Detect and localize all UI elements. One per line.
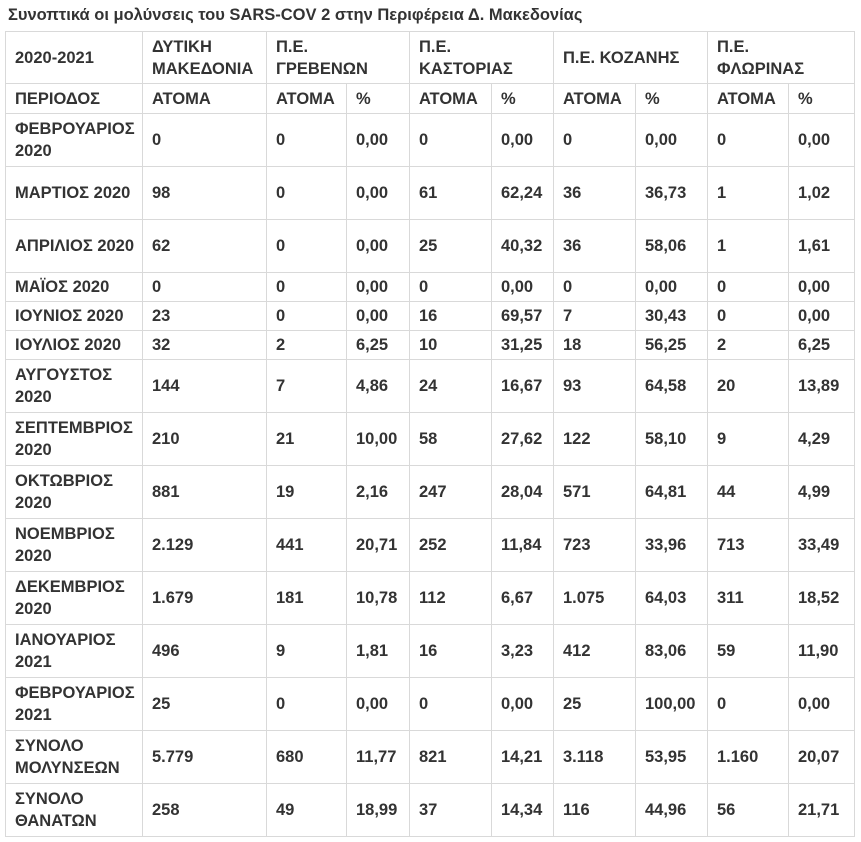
cell-west-macedonia: 496 <box>143 625 267 678</box>
header-people: ΑΤΟΜΑ <box>267 84 347 114</box>
cell-kastoria-people: 16 <box>410 302 492 331</box>
header-period-range: 2020-2021 <box>6 32 143 84</box>
cell-west-macedonia: 0 <box>143 273 267 302</box>
cell-west-macedonia: 32 <box>143 331 267 360</box>
cell-florina-people: 713 <box>708 519 789 572</box>
cell-grevena-percent: 10,00 <box>347 413 410 466</box>
cell-west-macedonia: 98 <box>143 167 267 220</box>
cell-grevena-percent: 0,00 <box>347 167 410 220</box>
cell-kastoria-people: 252 <box>410 519 492 572</box>
header-people: ΑΤΟΜΑ <box>143 84 267 114</box>
table-row <box>6 572 855 625</box>
cell-florina-people: 0 <box>708 678 789 731</box>
cell-florina-percent: 33,49 <box>789 519 855 572</box>
table-row <box>6 114 855 167</box>
cell-grevena-people: 9 <box>267 625 347 678</box>
header-percent: % <box>789 84 855 114</box>
cell-kozani-percent: 0,00 <box>636 114 708 167</box>
cell-kastoria-percent: 62,24 <box>492 167 554 220</box>
cell-west-macedonia: 25 <box>143 678 267 731</box>
row-period: ΜΑΪΟΣ 2020 <box>6 273 143 302</box>
cell-florina-percent: 13,89 <box>789 360 855 413</box>
table-row <box>6 678 855 731</box>
header-grevena: Π.Ε. ΓΡΕΒΕΝΩΝ <box>267 32 410 84</box>
cell-kozani-percent: 100,00 <box>636 678 708 731</box>
cell-kozani-percent: 83,06 <box>636 625 708 678</box>
cell-florina-percent: 4,29 <box>789 413 855 466</box>
cell-kastoria-people: 25 <box>410 220 492 273</box>
row-period: ΙΟΥΝΙΟΣ 2020 <box>6 302 143 331</box>
cell-grevena-people: 21 <box>267 413 347 466</box>
cell-kastoria-people: 24 <box>410 360 492 413</box>
cell-kastoria-percent: 14,34 <box>492 784 554 837</box>
cell-grevena-percent: 18,99 <box>347 784 410 837</box>
table-row <box>6 625 855 678</box>
cell-florina-people: 1 <box>708 167 789 220</box>
cell-kastoria-people: 0 <box>410 114 492 167</box>
header-row-regions <box>6 32 855 84</box>
cell-kastoria-percent: 0,00 <box>492 678 554 731</box>
cell-grevena-people: 0 <box>267 273 347 302</box>
cell-florina-people: 311 <box>708 572 789 625</box>
row-period: ΜΑΡΤΙΟΣ 2020 <box>6 167 143 220</box>
cell-kozani-people: 93 <box>554 360 636 413</box>
cell-kozani-percent: 56,25 <box>636 331 708 360</box>
cell-kastoria-percent: 27,62 <box>492 413 554 466</box>
cell-kozani-people: 0 <box>554 273 636 302</box>
cell-kastoria-people: 112 <box>410 572 492 625</box>
cell-florina-people: 2 <box>708 331 789 360</box>
cell-grevena-percent: 11,77 <box>347 731 410 784</box>
row-period: ΙΟΥΛΙΟΣ 2020 <box>6 331 143 360</box>
cell-west-macedonia: 23 <box>143 302 267 331</box>
cell-kastoria-people: 821 <box>410 731 492 784</box>
header-west-macedonia: ΔΥΤΙΚΗ ΜΑΚΕΔΟΝΙΑ <box>143 32 267 84</box>
cell-florina-people: 0 <box>708 114 789 167</box>
cell-kozani-percent: 64,03 <box>636 572 708 625</box>
cell-kozani-percent: 30,43 <box>636 302 708 331</box>
cell-kastoria-people: 58 <box>410 413 492 466</box>
table-row <box>6 731 855 784</box>
row-period: ΣΕΠΤΕΜΒΡΙΟΣ 2020 <box>6 413 143 466</box>
cell-kastoria-percent: 0,00 <box>492 273 554 302</box>
header-kozani: Π.Ε. ΚΟΖΑΝΗΣ <box>554 32 708 84</box>
cell-kozani-people: 36 <box>554 220 636 273</box>
row-period: ΦΕΒΡΟΥΑΡΙΟΣ 2020 <box>6 114 143 167</box>
cell-kastoria-people: 10 <box>410 331 492 360</box>
cell-florina-percent: 11,90 <box>789 625 855 678</box>
cell-florina-percent: 1,02 <box>789 167 855 220</box>
cell-kozani-people: 36 <box>554 167 636 220</box>
table-row <box>6 519 855 572</box>
cell-west-macedonia: 144 <box>143 360 267 413</box>
row-period: ΣΥΝΟΛΟ ΘΑΝΑΤΩΝ <box>6 784 143 837</box>
cell-grevena-percent: 1,81 <box>347 625 410 678</box>
cell-kastoria-percent: 0,00 <box>492 114 554 167</box>
header-people: ΑΤΟΜΑ <box>708 84 789 114</box>
table-row <box>6 784 855 837</box>
header-percent: % <box>347 84 410 114</box>
cell-kozani-people: 1.075 <box>554 572 636 625</box>
table-row <box>6 413 855 466</box>
cell-kastoria-percent: 16,67 <box>492 360 554 413</box>
cell-grevena-percent: 20,71 <box>347 519 410 572</box>
cell-grevena-people: 19 <box>267 466 347 519</box>
cell-florina-percent: 1,61 <box>789 220 855 273</box>
cell-florina-percent: 0,00 <box>789 273 855 302</box>
cell-west-macedonia: 62 <box>143 220 267 273</box>
cell-west-macedonia: 210 <box>143 413 267 466</box>
cell-grevena-people: 49 <box>267 784 347 837</box>
cell-kastoria-people: 0 <box>410 678 492 731</box>
cell-grevena-percent: 6,25 <box>347 331 410 360</box>
cell-grevena-percent: 0,00 <box>347 114 410 167</box>
cell-florina-percent: 0,00 <box>789 302 855 331</box>
cell-grevena-people: 680 <box>267 731 347 784</box>
row-period: ΝΟΕΜΒΡΙΟΣ 2020 <box>6 519 143 572</box>
row-period: ΟΚΤΩΒΡΙΟΣ 2020 <box>6 466 143 519</box>
cell-kastoria-people: 37 <box>410 784 492 837</box>
cell-kozani-people: 412 <box>554 625 636 678</box>
cell-grevena-people: 441 <box>267 519 347 572</box>
header-period: ΠΕΡΙΟΔΟΣ <box>6 84 143 114</box>
cell-florina-percent: 6,25 <box>789 331 855 360</box>
cell-kozani-people: 18 <box>554 331 636 360</box>
row-period: ΙΑΝΟΥΑΡΙΟΣ 2021 <box>6 625 143 678</box>
cell-florina-percent: 18,52 <box>789 572 855 625</box>
cell-florina-people: 0 <box>708 302 789 331</box>
cell-florina-percent: 20,07 <box>789 731 855 784</box>
cell-west-macedonia: 1.679 <box>143 572 267 625</box>
cell-grevena-people: 2 <box>267 331 347 360</box>
cell-grevena-percent: 0,00 <box>347 302 410 331</box>
cell-kozani-people: 723 <box>554 519 636 572</box>
cell-kozani-people: 571 <box>554 466 636 519</box>
cell-kastoria-percent: 69,57 <box>492 302 554 331</box>
row-period: ΣΥΝΟΛΟ ΜΟΛΥΝΣΕΩΝ <box>6 731 143 784</box>
cell-kastoria-people: 61 <box>410 167 492 220</box>
cell-kozani-people: 7 <box>554 302 636 331</box>
table-caption: Συνοπτικά οι μολύνσεις του SARS-COV 2 στην Περιφέρεια Δ. Μακεδονίας <box>8 6 583 24</box>
cell-florina-people: 9 <box>708 413 789 466</box>
cell-florina-people: 56 <box>708 784 789 837</box>
table-row <box>6 302 855 331</box>
cell-grevena-percent: 2,16 <box>347 466 410 519</box>
row-period: ΑΠΡΙΛΙΟΣ 2020 <box>6 220 143 273</box>
cell-kastoria-percent: 40,32 <box>492 220 554 273</box>
cell-grevena-percent: 0,00 <box>347 273 410 302</box>
cell-grevena-people: 0 <box>267 678 347 731</box>
infections-table <box>5 31 855 837</box>
cell-florina-people: 0 <box>708 273 789 302</box>
cell-florina-people: 1 <box>708 220 789 273</box>
header-people: ΑΤΟΜΑ <box>554 84 636 114</box>
cell-west-macedonia: 258 <box>143 784 267 837</box>
cell-grevena-people: 7 <box>267 360 347 413</box>
cell-florina-percent: 0,00 <box>789 114 855 167</box>
cell-kastoria-people: 16 <box>410 625 492 678</box>
cell-kozani-percent: 58,10 <box>636 413 708 466</box>
header-row-columns <box>6 84 855 114</box>
cell-kozani-percent: 64,58 <box>636 360 708 413</box>
header-florina: Π.Ε. ΦΛΩΡΙΝΑΣ <box>708 32 855 84</box>
cell-kozani-percent: 36,73 <box>636 167 708 220</box>
cell-kastoria-percent: 14,21 <box>492 731 554 784</box>
cell-kozani-people: 116 <box>554 784 636 837</box>
cell-florina-people: 59 <box>708 625 789 678</box>
cell-grevena-percent: 0,00 <box>347 678 410 731</box>
cell-grevena-people: 0 <box>267 114 347 167</box>
cell-kastoria-people: 0 <box>410 273 492 302</box>
cell-kozani-percent: 64,81 <box>636 466 708 519</box>
header-percent: % <box>636 84 708 114</box>
cell-kozani-people: 0 <box>554 114 636 167</box>
cell-grevena-people: 0 <box>267 220 347 273</box>
cell-west-macedonia: 881 <box>143 466 267 519</box>
cell-kozani-percent: 33,96 <box>636 519 708 572</box>
cell-grevena-people: 0 <box>267 302 347 331</box>
table-row <box>6 220 855 273</box>
cell-kastoria-percent: 11,84 <box>492 519 554 572</box>
header-kastoria: Π.Ε. ΚΑΣΤΟΡΙΑΣ <box>410 32 554 84</box>
cell-florina-people: 20 <box>708 360 789 413</box>
header-people: ΑΤΟΜΑ <box>410 84 492 114</box>
row-period: ΦΕΒΡΟΥΑΡΙΟΣ 2021 <box>6 678 143 731</box>
table-row <box>6 167 855 220</box>
header-percent: % <box>492 84 554 114</box>
table-row <box>6 273 855 302</box>
cell-florina-percent: 21,71 <box>789 784 855 837</box>
table-body <box>6 114 855 837</box>
cell-kozani-percent: 53,95 <box>636 731 708 784</box>
cell-florina-people: 1.160 <box>708 731 789 784</box>
cell-kastoria-percent: 3,23 <box>492 625 554 678</box>
cell-florina-people: 44 <box>708 466 789 519</box>
cell-grevena-percent: 4,86 <box>347 360 410 413</box>
cell-west-macedonia: 2.129 <box>143 519 267 572</box>
cell-grevena-percent: 10,78 <box>347 572 410 625</box>
cell-kozani-people: 3.118 <box>554 731 636 784</box>
cell-kastoria-percent: 31,25 <box>492 331 554 360</box>
cell-west-macedonia: 5.779 <box>143 731 267 784</box>
cell-kastoria-percent: 6,67 <box>492 572 554 625</box>
cell-kozani-percent: 44,96 <box>636 784 708 837</box>
cell-grevena-people: 0 <box>267 167 347 220</box>
cell-florina-percent: 0,00 <box>789 678 855 731</box>
cell-kozani-people: 122 <box>554 413 636 466</box>
cell-kozani-people: 25 <box>554 678 636 731</box>
table-row <box>6 466 855 519</box>
cell-kastoria-percent: 28,04 <box>492 466 554 519</box>
cell-grevena-people: 181 <box>267 572 347 625</box>
table-row <box>6 360 855 413</box>
cell-west-macedonia: 0 <box>143 114 267 167</box>
table-row <box>6 331 855 360</box>
row-period: ΑΥΓΟΥΣΤΟΣ 2020 <box>6 360 143 413</box>
cell-kozani-percent: 58,06 <box>636 220 708 273</box>
cell-kastoria-people: 247 <box>410 466 492 519</box>
row-period: ΔΕΚΕΜΒΡΙΟΣ 2020 <box>6 572 143 625</box>
cell-florina-percent: 4,99 <box>789 466 855 519</box>
cell-kozani-percent: 0,00 <box>636 273 708 302</box>
cell-grevena-percent: 0,00 <box>347 220 410 273</box>
